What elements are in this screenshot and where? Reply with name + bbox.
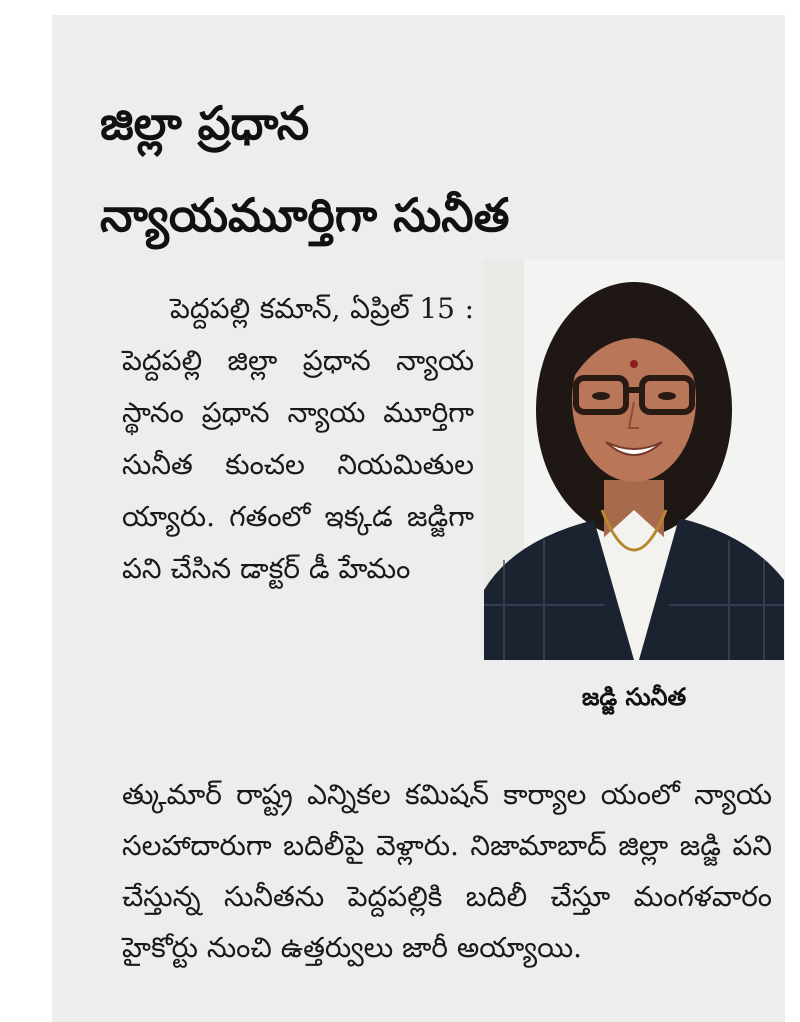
article-body-paragraph-2: త్కుమార్ రాష్ట్ర ఎన్నికల కమిషన్ కార్యాల యంలో న్యాయ సలహాదారుగా బదిలీపై వెళ్లారు. నిజామాబాద్ జిల్లా జడ్జి పని చేస్తున్న సునీతను పెద్దపల్లికి బదిలీ చేస్తూ మంగళవారం హైకోర్టు నుంచి ఉత్తర్వులు జారీ అయ్యాయి. xyxy=(122,778,772,964)
headline-line-1: జిల్లా ప్రధాన xyxy=(100,96,310,150)
news-clipping xyxy=(52,15,785,1022)
headline-line-2: న్యాయమూర్తిగా సునీత xyxy=(100,188,510,242)
judge-photo xyxy=(484,260,784,660)
portrait-illustration xyxy=(484,260,784,660)
photo-caption: జడ్జి సునీత xyxy=(581,683,687,711)
article-body-paragraph-1: పెద్దపల్లి కమాన్, ఏప్రిల్ 15 : పెద్దపల్లి జిల్లా ప్రధాన న్యాయ స్థానం ప్రధాన న్యాయ మూర్తిగా సునీత కుంచల నియమితుల య్యారు. గతంలో ఇక్కడ జడ్జిగా పని చేసిన డాక్టర్ డీ హేమం xyxy=(122,292,474,585)
headline xyxy=(100,77,509,261)
